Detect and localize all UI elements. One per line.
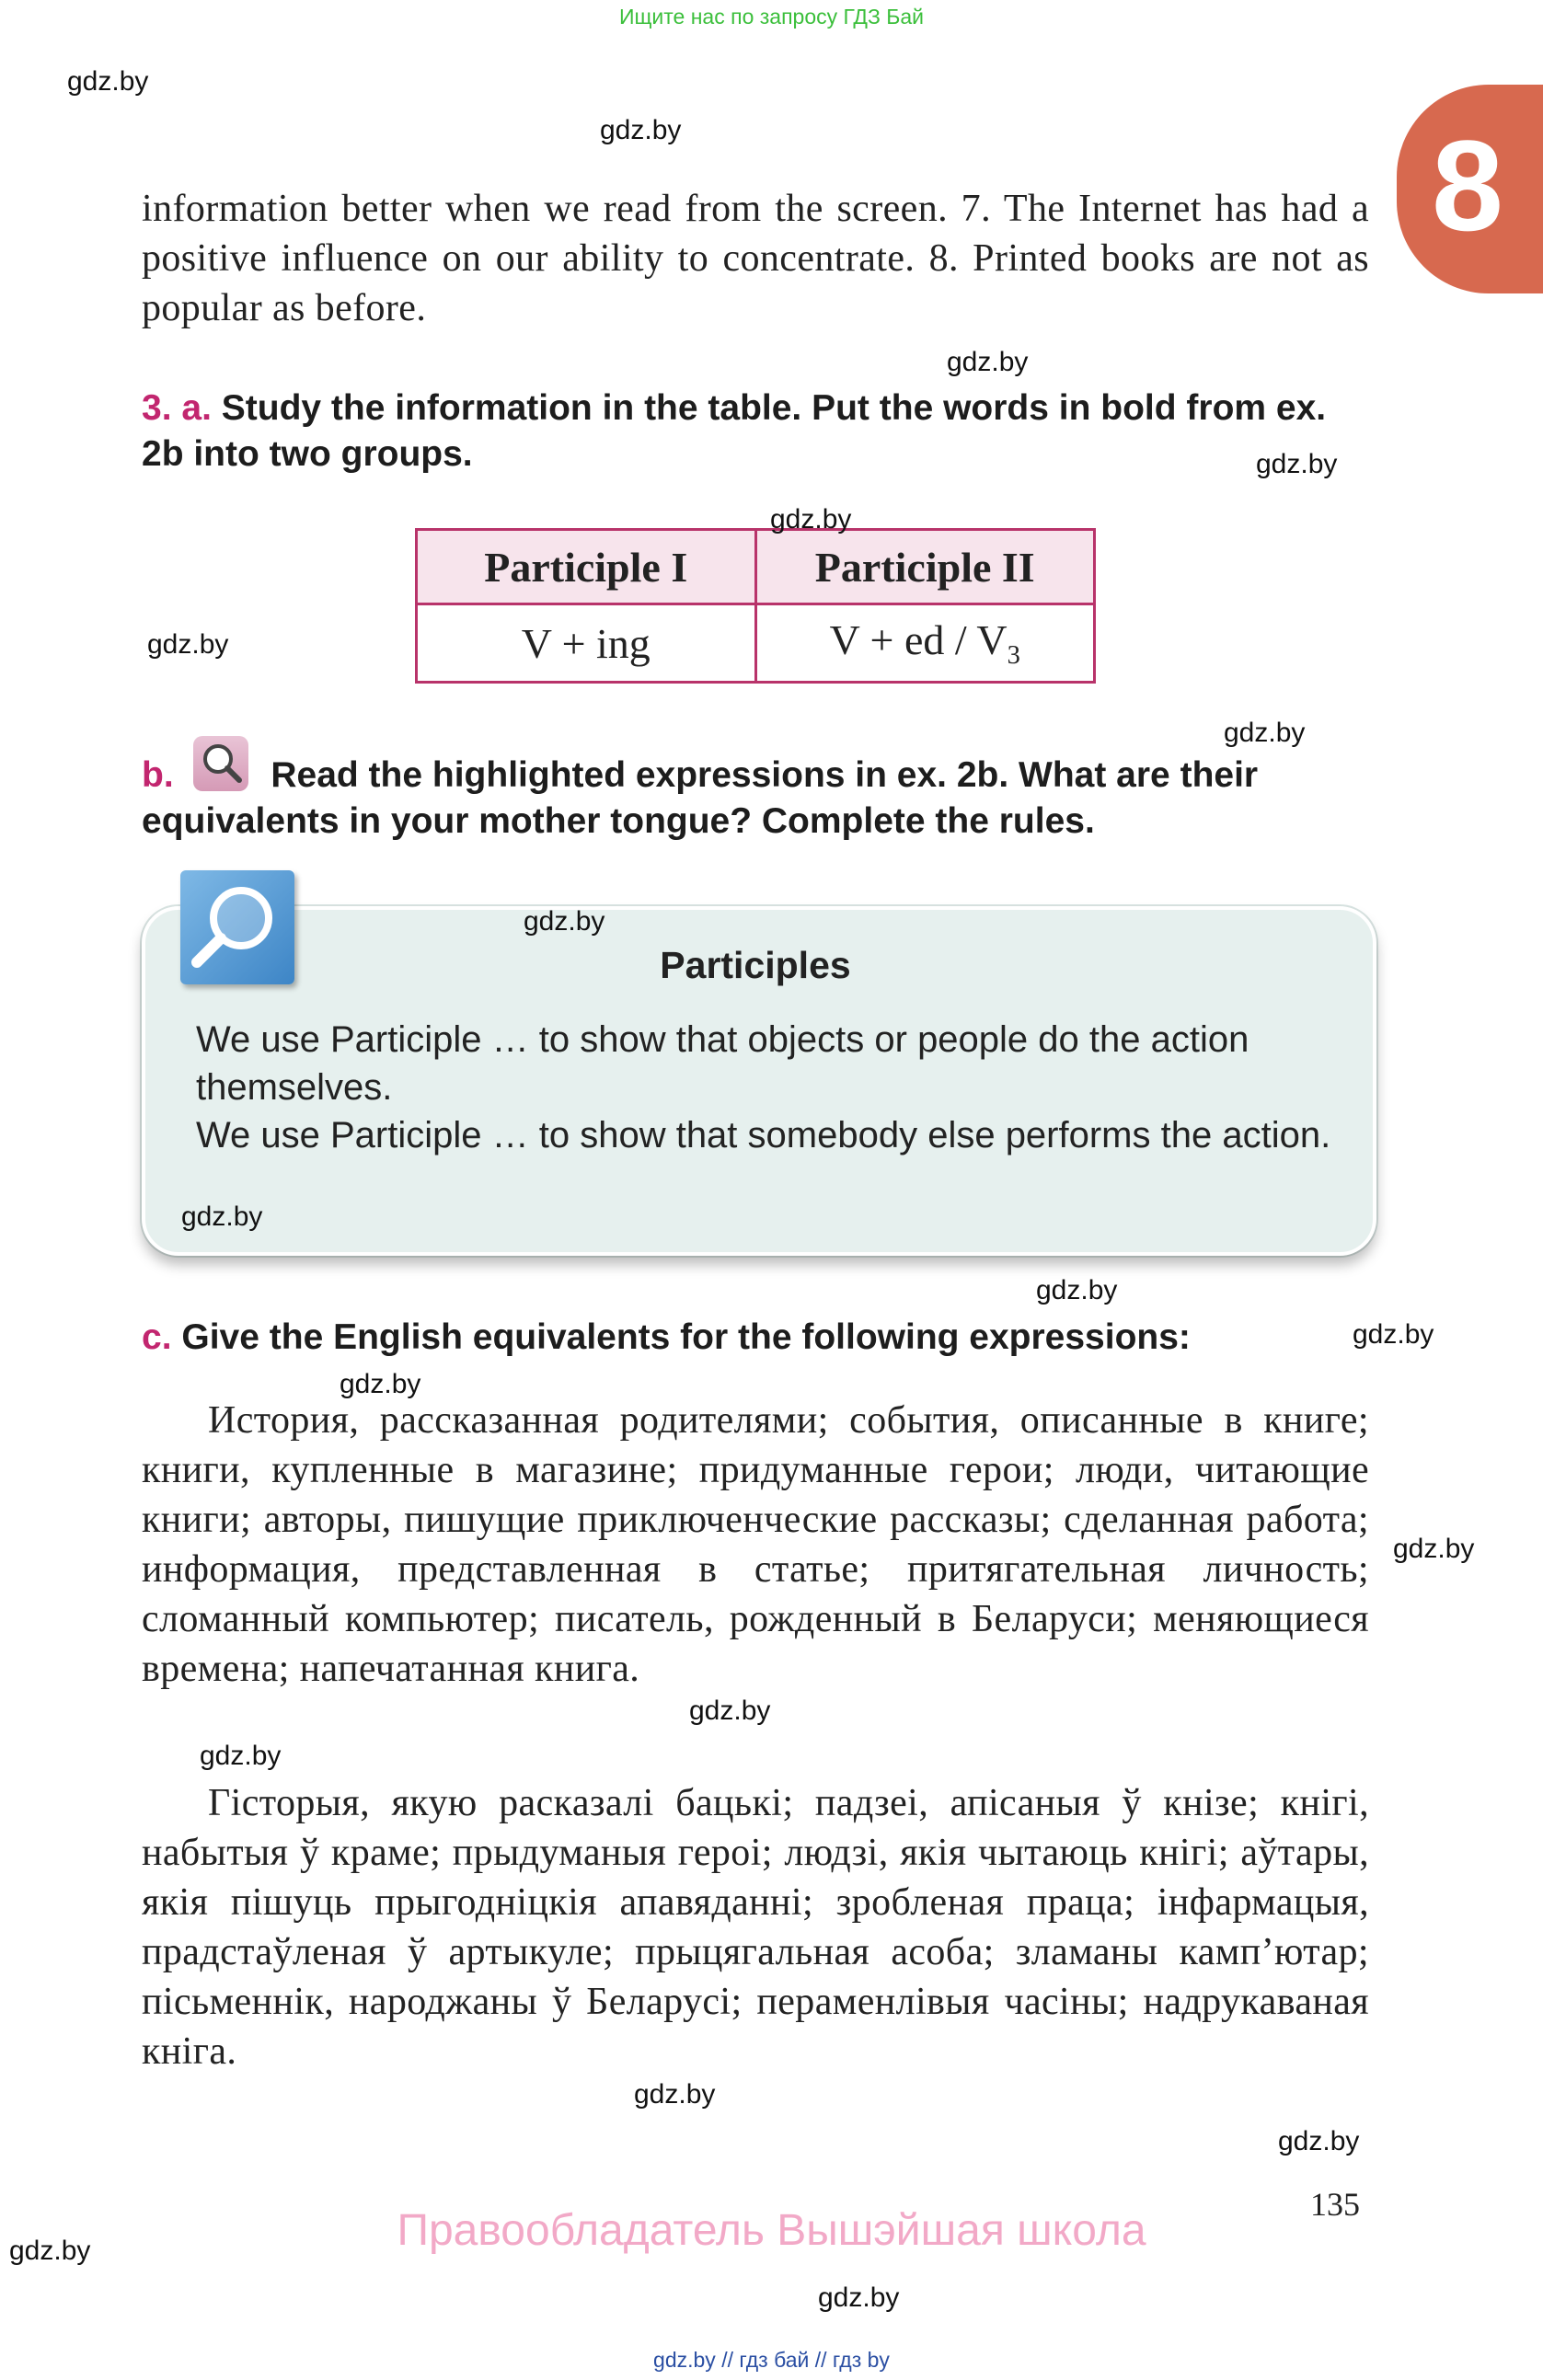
intro-paragraph: information better when we read from the screen. 7. The Internet has had a positive influence on our ability to concentrate. 8. Printed books are not as popular as before. — [142, 188, 1369, 329]
bottom-links[interactable]: gdz.by // гдз бай // гдз by — [653, 2348, 890, 2372]
watermark: gdz.by — [181, 1201, 263, 1232]
watermark: gdz.by — [1353, 1319, 1434, 1350]
watermark: gdz.by — [1278, 2126, 1360, 2156]
watermark: gdz.by — [1036, 1275, 1118, 1305]
watermark: gdz.by — [200, 1741, 282, 1771]
copyright-notice: Правообладатель Вышэйшая школа — [397, 2206, 1146, 2255]
task-3c — [142, 1315, 1369, 1361]
watermark: gdz.by — [1224, 718, 1306, 748]
table-cell-text: V + ed / V — [829, 615, 1008, 663]
watermark: gdz.by — [340, 1369, 421, 1399]
watermark: gdz.by — [1256, 449, 1338, 479]
rule-title: Participles — [660, 944, 851, 986]
watermark: gdz.by — [524, 906, 605, 937]
watermark: gdz.by — [147, 629, 229, 660]
task-3b-text: Read the highlighted expressions in ex. 2b. What are their equivalents in your mother tongue? Complete the rules. — [142, 755, 1259, 841]
task-3c-letter: c. — [142, 1317, 172, 1357]
task-3b-letter: b. — [142, 755, 174, 795]
task-3c-text: Give the English equivalents for the following expressions: — [181, 1317, 1191, 1357]
watermark: gdz.by — [600, 115, 682, 145]
table-cell — [755, 604, 1095, 683]
task-3a-text: Study the information in the table. Put the words in bold from ex. 2b into two groups. — [142, 388, 1327, 474]
belarusian-paragraph: Гісторыя, якую расказалі бацькі; падзеі, апісаныя ў кнізе; кнігі, набытыя ў краме; прыдуманыя героі; людзі, якія чытаюць кнігі; аўтары, якія пішуць прыгодніцкія апавяданні; зробленая праца; інфармацыя, прадстаўленая ў артыкуле; прыцягальная асоба; зламаны камп’ютар; пісьменнік, народжаны ў Беларусі; пераменлівыя часіны; надрукаваная кніга. — [142, 1782, 1369, 2073]
rule-text — [196, 1016, 1346, 1159]
russian-paragraph: История, рассказанная родителями; события, описанные в книге; книги, купленные в магазине; придуманные герои; люди, читающие книги; авторы, пишущие приключенческие рассказы; сделанная работа; информация, представленная в статье; притягательная личность; сломанный компьютер; писатель, рожденный в Беларуси; меняющиеся времена; напечатанная книга. — [142, 1399, 1369, 1690]
rule-line-2: We use Participle … to show that somebody else performs the action. — [196, 1115, 1331, 1156]
task-3b — [142, 753, 1369, 845]
watermark: gdz.by — [1393, 1534, 1475, 1564]
table-header-row — [417, 530, 1095, 604]
top-banner: Ищите нас по запросу ГДЗ Бай — [618, 5, 925, 29]
task-3a-number: 3. — [142, 388, 172, 428]
task-3a-letter: a. — [181, 388, 212, 428]
watermark: gdz.by — [67, 66, 149, 97]
watermark: gdz.by — [947, 347, 1029, 377]
table-header-cell: Participle II — [755, 530, 1095, 604]
page-number: 135 — [1310, 2186, 1360, 2223]
watermark: gdz.by — [818, 2282, 900, 2313]
table-cell-subscript: 3 — [1007, 641, 1020, 671]
watermark: gdz.by — [634, 2079, 716, 2110]
watermark: gdz.by — [689, 1696, 771, 1726]
participle-table — [415, 528, 1096, 684]
table-cell: V + ing — [417, 604, 756, 683]
chapter-number: 8 — [1432, 113, 1503, 258]
watermark: gdz.by — [9, 2236, 91, 2266]
table-row — [417, 604, 1095, 683]
table-header-cell: Participle I — [417, 530, 756, 604]
rule-line-1: We use Participle … to show that objects or people do the action themselves. — [196, 1019, 1249, 1108]
task-3a — [142, 385, 1369, 477]
watermark: gdz.by — [770, 504, 852, 535]
